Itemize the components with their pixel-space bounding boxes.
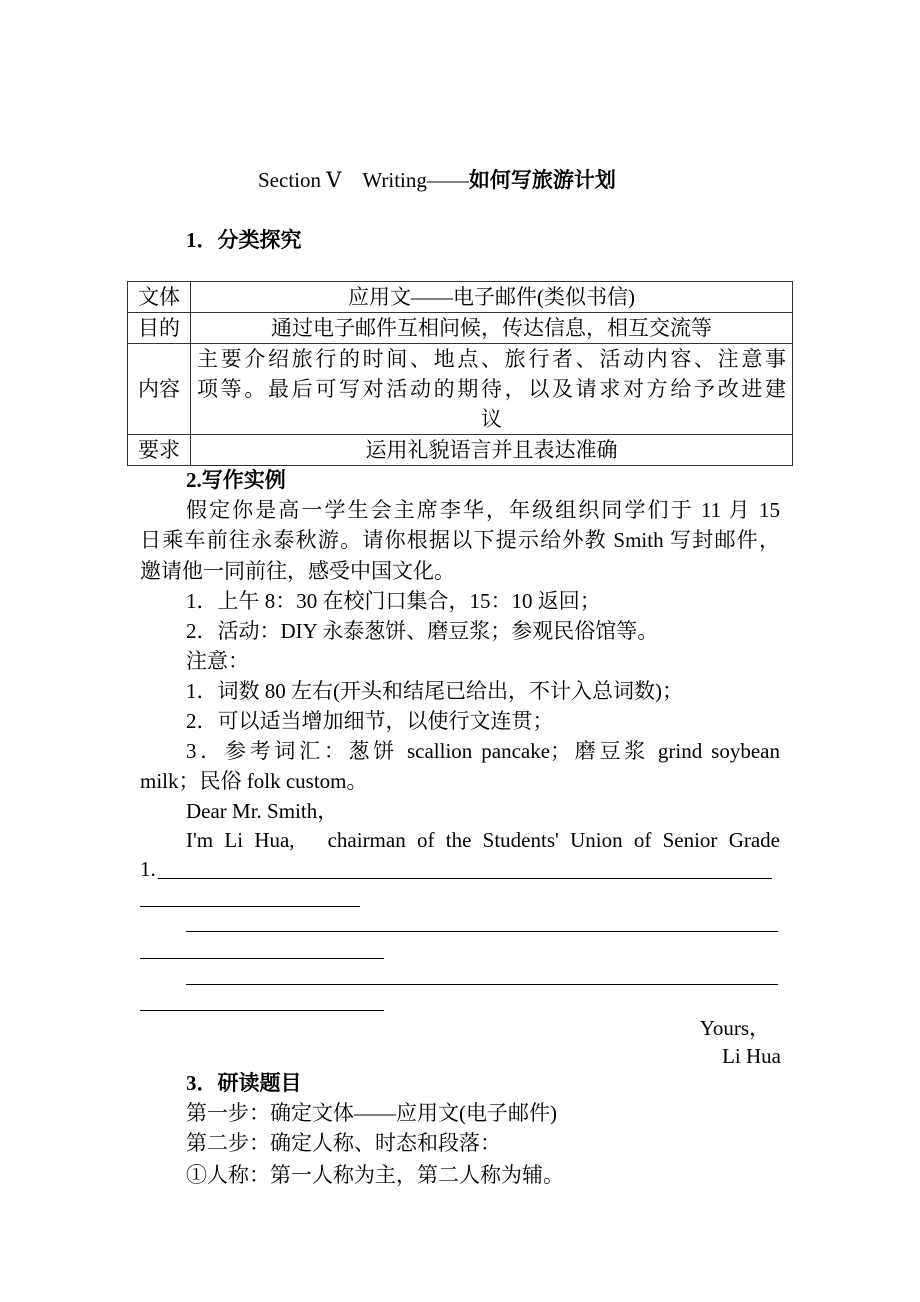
answer-line[interactable] (186, 984, 778, 985)
prompt-line: 3．参考词汇：葱饼 scallion pancake；磨豆浆 grind soybean (186, 739, 780, 763)
prompt-line: 假定你是高一学生会主席李华，年级组织同学们于 11 月 15 (186, 498, 780, 522)
section1-heading: 1．分类探究 (186, 228, 302, 252)
row-value-line: 项等。最后可写对活动的期待，以及请求对方给予改进建 (197, 377, 786, 401)
answer-line[interactable] (158, 878, 772, 879)
prompt-line: 注意： (186, 649, 249, 673)
title-zh: 如何写旅游计划 (468, 168, 616, 192)
prompt-line: 2．可以适当增加细节，以使行文连贯； (186, 709, 554, 733)
letter-closing: Yours， (699, 1016, 770, 1040)
step-line: ①人称：第一人称为主，第二人称为辅。 (186, 1163, 564, 1187)
answer-line[interactable] (140, 1010, 384, 1011)
row-key: 内容 (128, 344, 191, 435)
row-key: 文体 (128, 282, 191, 313)
answer-line[interactable] (186, 931, 778, 932)
prompt-line: 1．词数 80 左右(开头和结尾已给出，不计入总词数)； (186, 679, 683, 703)
step-line: 第一步：确定文体——应用文(电子邮件) (186, 1101, 557, 1125)
prompt-line: milk；民俗 folk custom。 (140, 769, 368, 793)
prompt-line: 1．上午 8：30 在校门口集合，15：10 返回； (186, 589, 601, 613)
prompt-line: 2．活动：DIY 永泰葱饼、磨豆浆；参观民俗馆等。 (186, 619, 659, 643)
row-value: 应用文——电子邮件(类似书信) (191, 282, 793, 313)
row-value: 运用礼貌语言并且表达准确 (191, 435, 793, 466)
classification-table (127, 281, 793, 466)
row-value: 通过电子邮件互相问候，传达信息，相互交流等 (191, 313, 793, 344)
answer-line[interactable] (140, 958, 384, 959)
letter-opening: I'm Li Hua, chairman of the Students' Union of Senior Grade (186, 828, 780, 852)
title-en: Section Ⅴ Writing—— (258, 168, 469, 192)
row-value-line: 主要介绍旅行的时间、地点、旅行者、活动内容、注意事 (197, 347, 786, 371)
section2-heading: 2.写作实例 (186, 468, 286, 492)
step-line: 第二步：确定人称、时态和段落： (186, 1131, 501, 1155)
row-key: 目的 (128, 313, 191, 344)
page-title (258, 167, 616, 193)
prompt-line: 邀请他一同前往，感受中国文化。 (140, 559, 455, 583)
letter-opening-cont: 1. (140, 857, 156, 881)
answer-line[interactable] (140, 906, 360, 907)
prompt-line: 日乘车前往永泰秋游。请你根据以下提示给外教 Smith 写封邮件， (140, 528, 780, 552)
table-row (128, 282, 793, 313)
row-key: 要求 (128, 435, 191, 466)
letter-signature: Li Hua (722, 1044, 781, 1068)
letter-greeting: Dear Mr. Smith， (186, 799, 339, 823)
table-row (128, 344, 793, 435)
row-value-line: 议 (481, 407, 502, 431)
table-row (128, 313, 793, 344)
table-row (128, 435, 793, 466)
row-value (191, 344, 793, 435)
section3-heading: 3．研读题目 (186, 1071, 302, 1095)
